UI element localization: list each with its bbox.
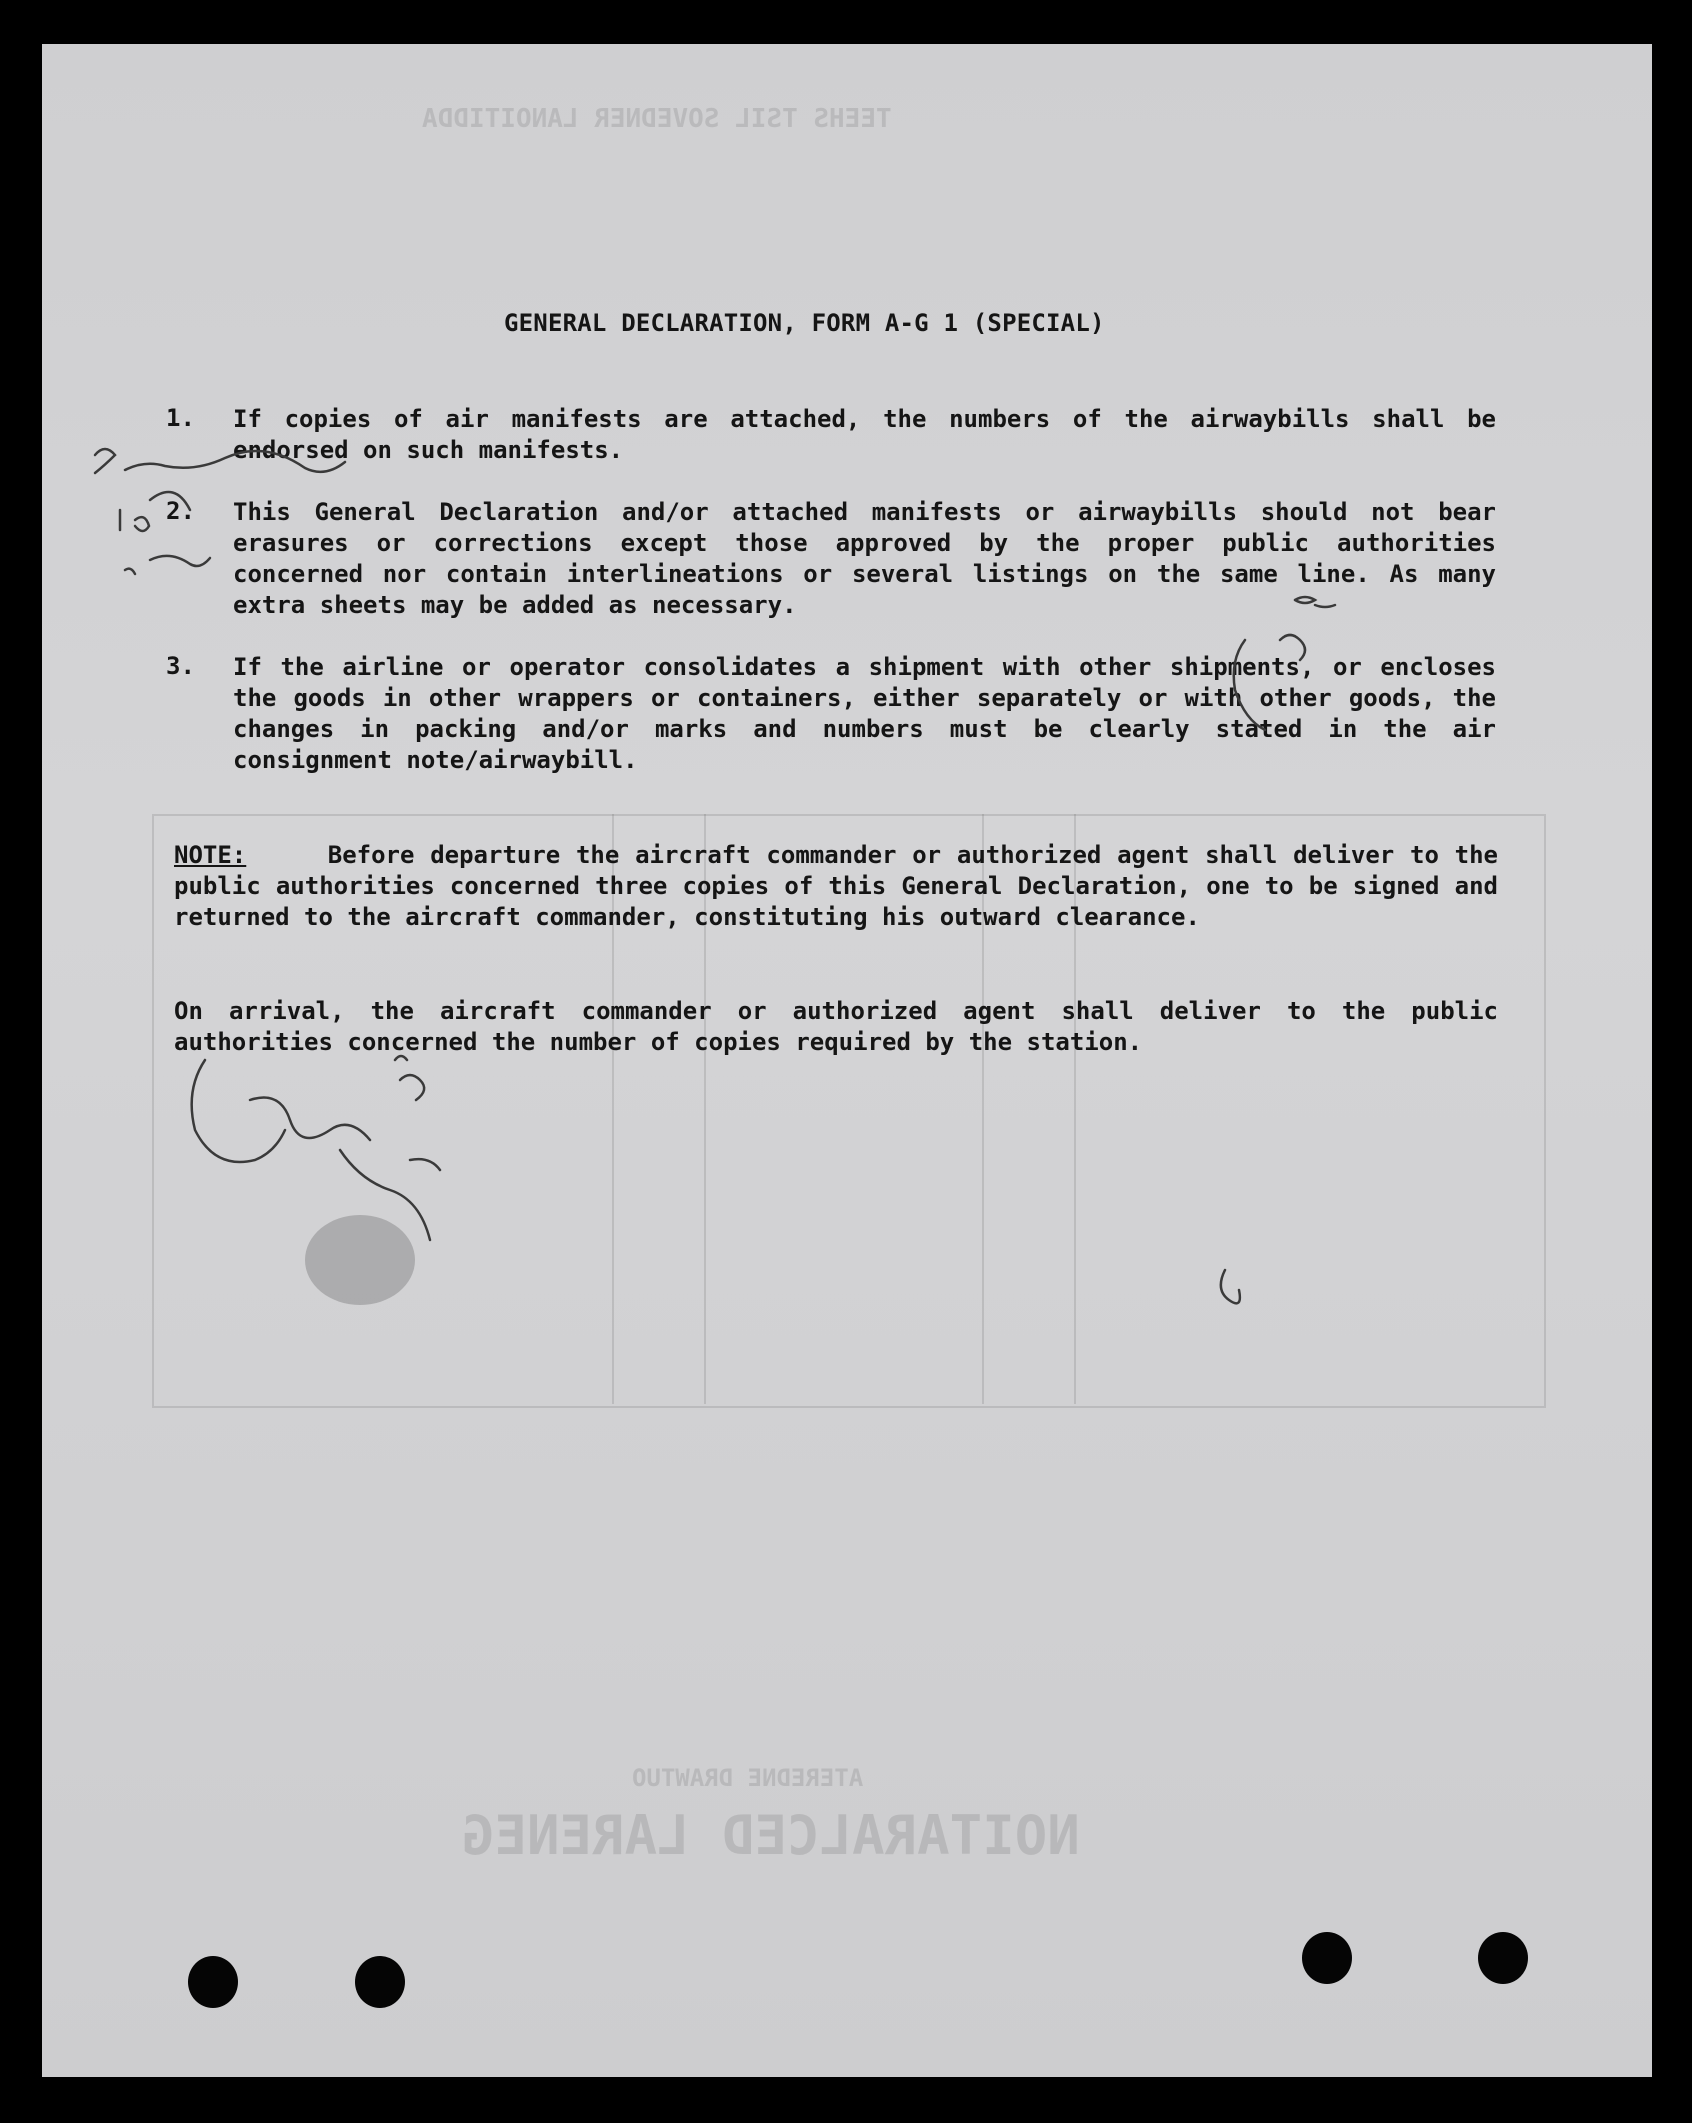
bleed-through-top: TEEHS TSIL SOVEDNER LANOITIDDA <box>422 104 892 134</box>
document-title: GENERAL DECLARATION, FORM A-G 1 (SPECIAL) <box>504 309 1105 337</box>
binder-hole <box>1478 1932 1528 1984</box>
note-text: Before departure the aircraft commander or authorized agent shall deliver to the public authorities concerned three copies of this General Declaration, one to be signed and returned to the aircraft commander, constituting his outward clearance. <box>174 841 1498 931</box>
binder-hole <box>1302 1932 1352 1984</box>
item-text: If the airline or operator consolidates a shipment with other shipments, or encloses the goods in other wrappers or containers, either separately or with other goods, the changes in packing and/or marks and numbers must be clearly stated in the air consignment note/airwaybill. <box>233 653 1496 774</box>
bleed-through-subheading: ATEREDNE DRAWTUO <box>632 1764 864 1792</box>
item-text: This General Declaration and/or attached manifests or airwaybills should not bear erasures or corrections except those approved by the proper public authorities concerned nor contain interlineations or several listings on the same line. As many extra sheets may be added as necessary. <box>233 498 1496 619</box>
item-text: If copies of air manifests are attached, the numbers of the airwaybills shall be endorsed on such manifests. <box>233 405 1496 464</box>
binder-hole <box>188 1956 238 2008</box>
item-number: 3. <box>166 652 195 680</box>
arrival-paragraph: On arrival, the aircraft commander or authorized agent shall deliver to the public authorities concerned the number of copies required by the station. <box>174 997 1498 1056</box>
note-label: NOTE: <box>174 841 247 869</box>
item-number: 1. <box>166 404 195 432</box>
bleed-through-heading: NOITARALCED LARENEG <box>462 1804 1080 1867</box>
binder-hole <box>355 1956 405 2008</box>
item-number: 2. <box>166 497 195 525</box>
